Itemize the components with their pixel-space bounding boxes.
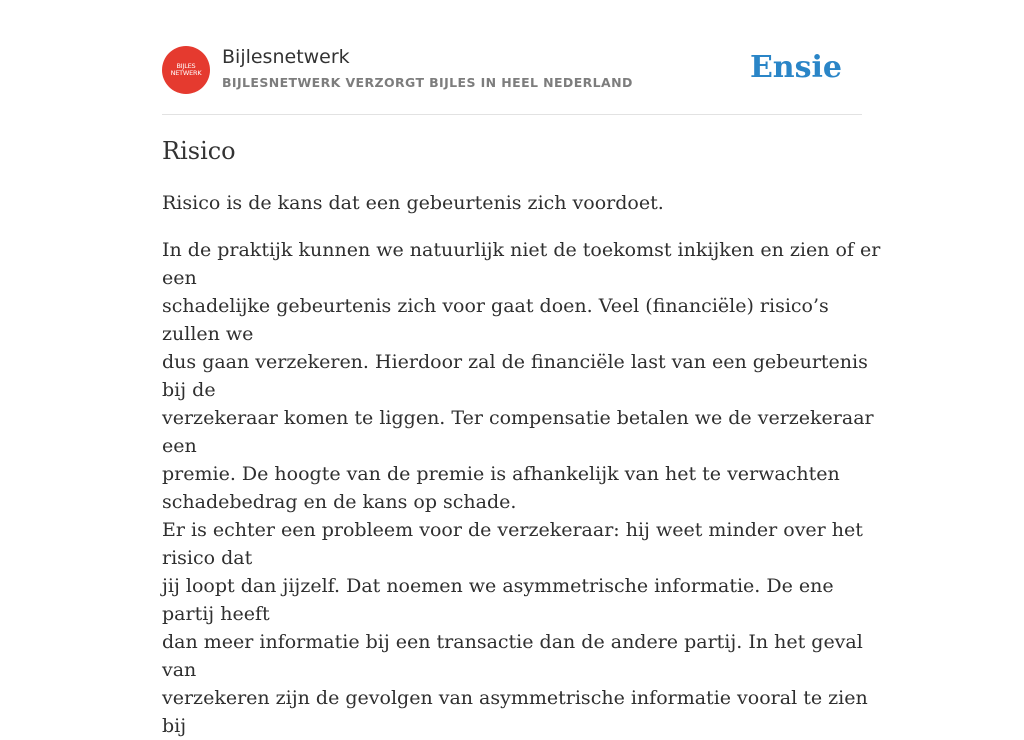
article-line: dan meer informatie bij een transactie dan de andere partij. In het geval van bbox=[162, 631, 863, 681]
article-line: premie. De hoogte van de premie is afhankelijk van het te verwachten bbox=[162, 463, 840, 485]
site-tagline: BIJLESNETWERK VERZORGT BIJLES IN HEEL NEDERLAND bbox=[222, 75, 633, 90]
logo-text-line2: NETWERK bbox=[170, 69, 202, 77]
site-name[interactable]: Bijlesnetwerk bbox=[222, 46, 350, 68]
article-line: verzekeren zijn de gevolgen van asymmetrische informatie vooral te zien bij bbox=[162, 687, 868, 737]
article-title: Risico bbox=[162, 137, 236, 165]
ensie-brand-logo[interactable]: Ensie bbox=[749, 50, 842, 85]
article-line: Risico is de kans dat een gebeurtenis zich voordoet. bbox=[162, 192, 664, 214]
article-line: In de praktijk kunnen we natuurlijk niet de toekomst inkijken en zien of er een bbox=[162, 239, 881, 289]
bijlesnetwerk-logo[interactable] bbox=[162, 46, 210, 94]
article-line: schadelijke gebeurtenis zich voor gaat doen. Veel (financiële) risico’s zullen we bbox=[162, 295, 829, 345]
site-header bbox=[162, 46, 862, 115]
logo-text-line1: BIJLES bbox=[176, 62, 196, 70]
article-line: dus gaan verzekeren. Hierdoor zal de financiële last van een gebeurtenis bij de bbox=[162, 351, 868, 401]
article-body bbox=[162, 189, 882, 740]
article-line: Er is echter een probleem voor de verzekeraar: hij weet minder over het risico dat bbox=[162, 519, 863, 569]
article-line: verzekeraar komen te liggen. Ter compensatie betalen we de verzekeraar een bbox=[162, 407, 874, 457]
article-line: schadebedrag en de kans op schade. bbox=[162, 491, 517, 513]
article-line: jij loopt dan jijzelf. Dat noemen we asymmetrische informatie. De ene partij heeft bbox=[162, 575, 834, 625]
